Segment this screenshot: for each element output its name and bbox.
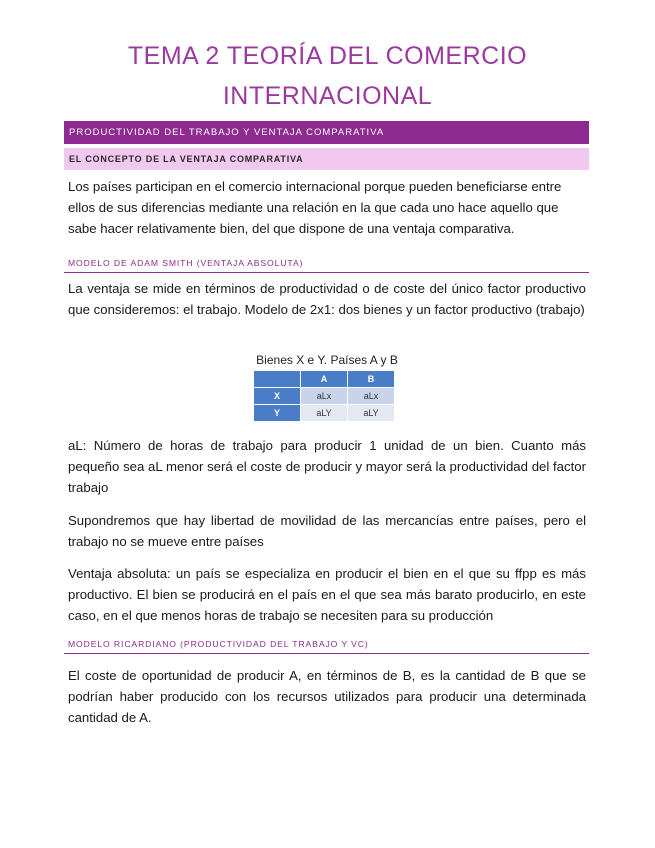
table-cell: aLY: [348, 405, 395, 422]
table-cell: aLY: [301, 405, 348, 422]
table-cell: aLx: [348, 388, 395, 405]
paragraph-movilidad: Supondremos que hay libertad de movilidad de las mercancías entre países, pero el trabajo no se mueve entre países: [68, 513, 586, 549]
table-header-cell: A: [301, 371, 348, 388]
document-title-line-1: TEMA 2 TEORÍA DEL COMERCIO: [127, 42, 528, 70]
paragraph-coste-oportunidad: El coste de oportunidad de producir A, en términos de B, es la cantidad de B que se podrían haber producido con los recursos utilizados para producir una determinada cantidad de A.: [68, 668, 586, 725]
table-header-cell: B: [348, 371, 395, 388]
table-row: [254, 405, 395, 422]
table-row: [254, 388, 395, 405]
section-heading-ricardiano: MODELO RICARDIANO (PRODUCTIVIDAD DEL TRABAJO Y VC): [64, 637, 589, 654]
document-title-line-2: INTERNACIONAL: [222, 82, 433, 110]
subheading-ventaja-comparativa: EL CONCEPTO DE LA VENTAJA COMPARATIVA: [64, 148, 589, 170]
paragraph-modelo-smith: La ventaja se mide en términos de productividad o de coste del único factor productivo que consideremos: el trabajo. Modelo de 2x1: dos bienes y un factor productivo (trabajo): [68, 281, 586, 317]
paragraph-ventaja-comparativa: Los países participan en el comercio internacional porque pueden beneficiarse entre ellos de sus diferencias mediante una relación en la que cada uno hace aquello que sabe hacer relativamente bien, del que dispone de una ventaja comparativa.: [68, 179, 562, 236]
table-caption: Bienes X e Y. Países A y B: [256, 353, 398, 367]
table-row-label: X: [254, 388, 301, 405]
heading-productividad: PRODUCTIVIDAD DEL TRABAJO Y VENTAJA COMPARATIVA: [64, 121, 589, 144]
table-header-cell: [254, 371, 301, 388]
paragraph-ventaja-absoluta: Ventaja absoluta: un país se especializa en producir el bien en el que su ffpp es más productivo. El bien se producirá en el país en el que sea más barato producirlo, en este caso, en el que menos horas de trabajo se necesiten para su producción: [68, 566, 586, 623]
goods-countries-table: [253, 370, 395, 422]
section-heading-adam-smith: MODELO DE ADAM SMITH (VENTAJA ABSOLUTA): [64, 256, 589, 273]
table-row-label: Y: [254, 405, 301, 422]
paragraph-definicion-al: aL: Número de horas de trabajo para producir 1 unidad de un bien. Cuanto más pequeño sea aL menor será el coste de producir y mayor será la productividad del factor trabajo: [68, 438, 586, 495]
table-cell: aLx: [301, 388, 348, 405]
